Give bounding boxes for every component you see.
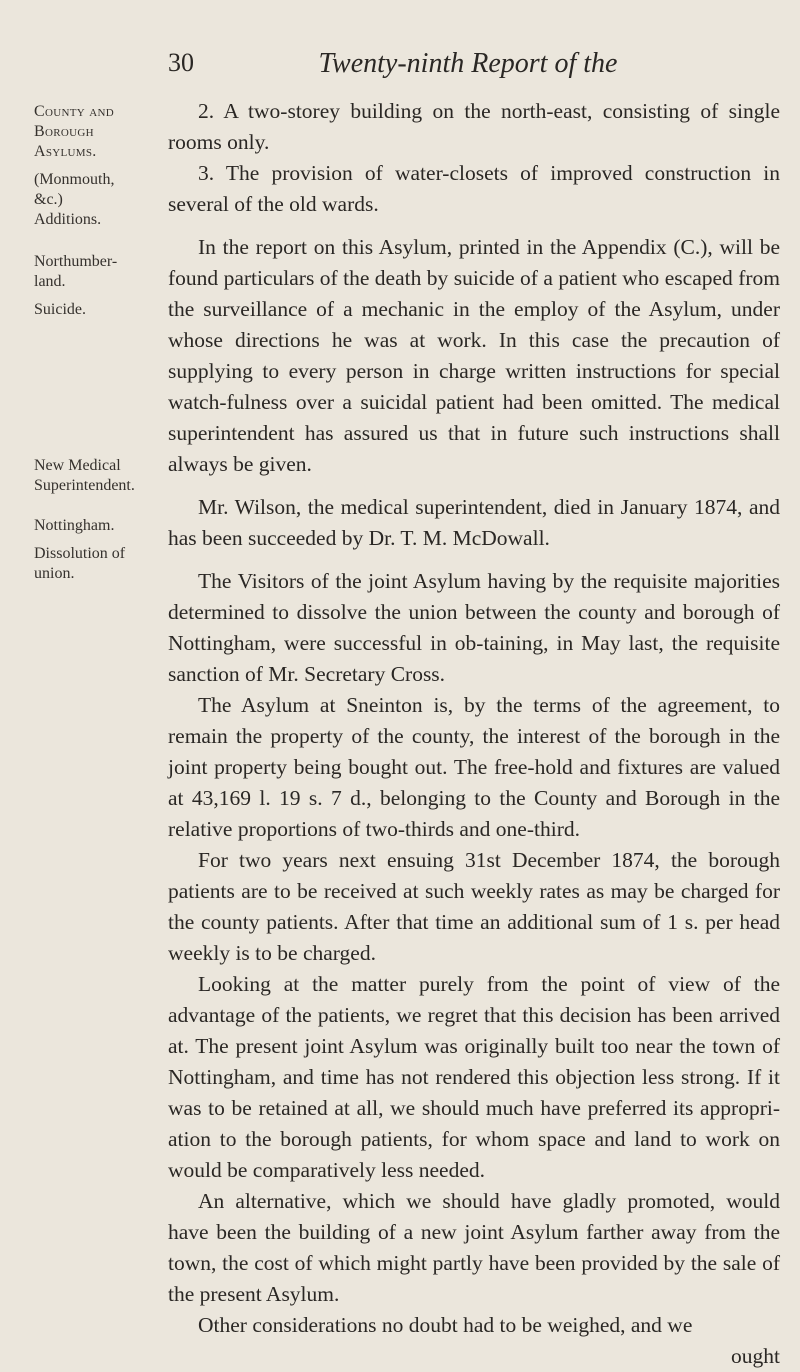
paragraph-sneinton: The Asylum at Sneinton is, by the terms of the agreement, to remain the property of the county, the interest of the borough in the joint property being bought out. The free-hold and fixtures are valued at 43,169 l. 19 s. 7 d., belonging to the County and Borough in the relative proportions of two-thirds and one-third.	[168, 693, 780, 841]
paragraph-looking: Looking at the matter purely from the point of view of the advantage of the patients, we regret that this decision has been arrived at. The present joint Asylum was originally built too near the town of Nottingham, and time has not rendered this objection less strong. If it was to be retained at all, we should much have preferred its appropri-ation to the borough patients, for whom space and land to work on would be comparatively less needed.	[168, 972, 780, 1182]
margin-note-line: Suicide.	[34, 301, 86, 318]
catchword: ought	[731, 1344, 780, 1368]
margin-note-line: Borough	[34, 123, 94, 140]
running-title: Twenty-ninth Report of the	[318, 48, 618, 79]
margin-note-county-borough	[34, 102, 162, 162]
paragraph-alternative: An alternative, which we should have gladly promoted, would have been the building of a new joint Asylum farther away from the town, the cost of which might partly have been provided by the sale of the present Asylum.	[168, 1189, 780, 1306]
margin-note-line: land.	[34, 273, 66, 290]
margin-note-line: Additions.	[34, 211, 102, 228]
paragraph-wilson: Mr. Wilson, the medical superintendent, died in January 1874, and has been succeeded by Dr. T. M. McDowall.	[168, 495, 780, 550]
main-text	[168, 96, 780, 1372]
margin-note-line: Northumber-	[34, 253, 118, 270]
paragraph-item-2: 2. A two-storey building on the north-east, consisting of single rooms only.	[168, 99, 780, 154]
page-number: 30	[168, 48, 194, 77]
margin-note-line: Nottingham.	[34, 517, 115, 534]
margin-note-line: Dissolution of	[34, 545, 126, 562]
margin-note-northumberland	[34, 252, 162, 320]
margin-note-line: New Medical	[34, 457, 121, 474]
margin-note-line: Asylums.	[34, 143, 97, 160]
margin-note-line: union.	[34, 565, 75, 582]
margin-note-line: &c.)	[34, 191, 63, 208]
margin-note-line: (Monmouth,	[34, 171, 115, 188]
paragraph-suicide: In the report on this Asylum, printed in the Appendix (C.), will be found particulars of the death by suicide of a patient who escaped from the surveillance of a mechanic in the employ of the Asylum, under whose directions he was at work. In this case the precaution of supplying to every person in charge written instructions for special watch-fulness over a suicidal patient had been omitted. The medical superintendent has assured us that in future such instructions shall always be given.	[168, 235, 780, 476]
margin-note-new-medical	[34, 456, 162, 496]
margin-note-line: Superintendent.	[34, 477, 135, 494]
margin-note-line: County and	[34, 103, 114, 120]
margin-note-nottingham	[34, 516, 162, 584]
paragraph-two-years: For two years next ensuing 31st December 1874, the borough patients are to be received at such weekly rates as may be charged for the county patients. After that time an additional sum of 1 s. per head weekly is to be charged.	[168, 848, 780, 965]
page-header	[168, 48, 768, 88]
paragraph-visitors: The Visitors of the joint Asylum having by the requisite majorities determined to dissolve the union between the county and borough of Nottingham, were successful in ob-taining, in May last, the requisite sanction of Mr. Secretary Cross.	[168, 569, 780, 686]
paragraph-other: Other considerations no doubt had to be weighed, and we	[198, 1313, 693, 1337]
margin-note-monmouth	[34, 170, 162, 230]
paragraph-item-3: 3. The provision of water-closets of improved construction in several of the old wards.	[168, 161, 780, 216]
